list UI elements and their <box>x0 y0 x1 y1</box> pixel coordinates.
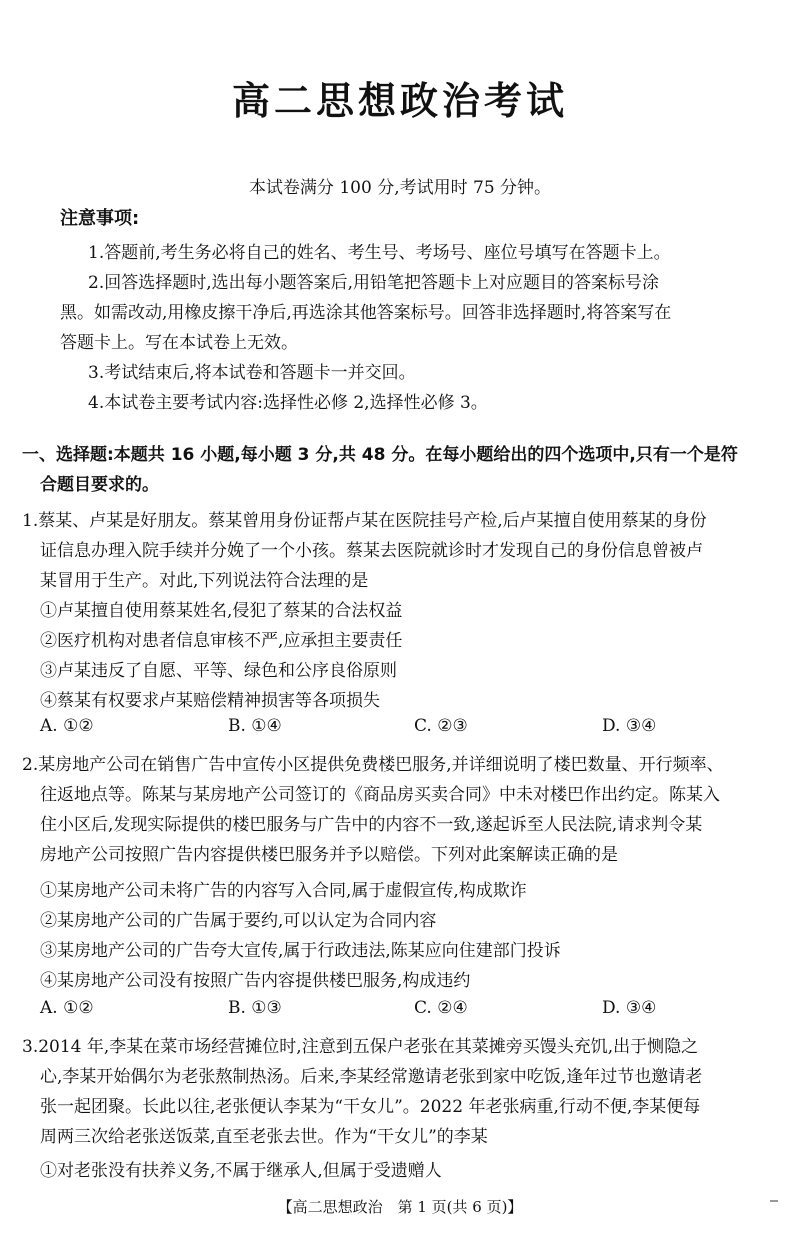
q2-item: ④某房地产公司没有按照广告内容提供楼巴服务,构成违约 <box>40 971 471 991</box>
q2-option-b: B. ①③ <box>228 998 282 1018</box>
q2-option-a: A. ①② <box>40 998 94 1018</box>
notice-line: 答题卡上。写在本试卷上无效。 <box>60 333 298 353</box>
q1-option-a: A. ①② <box>40 716 94 736</box>
q1-item: ③卢某违反了自愿、平等、绿色和公序良俗原则 <box>40 661 397 681</box>
q1-stem: 1.蔡某、卢某是好朋友。蔡某曾用身份证帮卢某在医院挂号产检,后卢某擅自使用蔡某的身份 <box>22 511 707 531</box>
q3-stem: 张一起团聚。长此以往,老张便认李某为“干女儿”。2022 年老张病重,行动不便,李某便每 <box>40 1097 701 1117</box>
q2-stem: 住小区后,发现实际提供的楼巴服务与广告中的内容不一致,遂起诉至人民法院,请求判令某 <box>40 815 703 835</box>
q2-item: ②某房地产公司的广告属于要约,可以认定为合同内容 <box>40 911 437 931</box>
q2-stem: 2.某房地产公司在销售广告中宣传小区提供免费楼巴服务,并详细说明了楼巴数量、开行频率、 <box>22 755 724 775</box>
q1-option-c: C. ②③ <box>414 716 468 736</box>
q3-stem: 3.2014 年,李某在菜市场经营摊位时,注意到五保户老张在其菜摊旁买馒头充饥,出于恻隐之 <box>22 1037 699 1057</box>
notice-line: 1.答题前,考生务必将自己的姓名、考生号、考场号、座位号填写在答题卡上。 <box>88 243 671 263</box>
q3-stem: 周两三次给老张送饭菜,直至老张去世。作为“干女儿”的李某 <box>40 1127 488 1147</box>
notice-line: 2.回答选择题时,选出每小题答案后,用铅笔把答题卡上对应题目的答案标号涂 <box>88 273 660 293</box>
q1-item: ①卢某擅自使用蔡某姓名,侵犯了蔡某的合法权益 <box>40 601 403 621</box>
notice-line: 4.本试卷主要考试内容:选择性必修 2,选择性必修 3。 <box>88 393 488 413</box>
q3-stem: 心,李某开始偶尔为老张熬制热汤。后来,李某经常邀请老张到家中吃饭,逢年过节也邀请老 <box>40 1067 703 1087</box>
section-heading: 一、选择题:本题共 16 小题,每小题 3 分,共 48 分。在每小题给出的四个选项中,只有一个是符 <box>22 445 738 465</box>
page-footer: 【高二思想政治 第 1 页(共 6 页)】 <box>277 1198 523 1216</box>
q1-item: ④蔡某有权要求卢某赔偿精神损害等各项损失 <box>40 691 380 711</box>
q2-stem: 往返地点等。陈某与某房地产公司签订的《商品房买卖合同》中未对楼巴作出约定。陈某入 <box>40 785 720 805</box>
q1-option-d: D. ③④ <box>602 716 657 736</box>
corner-mark <box>770 1200 778 1202</box>
q2-option-d: D. ③④ <box>602 998 657 1018</box>
q2-item: ③某房地产公司的广告夸大宣传,属于行政违法,陈某应向住建部门投诉 <box>40 941 561 961</box>
notice-line: 3.考试结束后,将本试卷和答题卡一并交回。 <box>88 363 416 383</box>
section-heading-cont: 合题目要求的。 <box>40 475 159 495</box>
exam-title: 高二思想政治考试 <box>231 79 568 123</box>
notice-heading: 注意事项: <box>60 208 140 229</box>
q2-stem: 房地产公司按照广告内容提供楼巴服务并予以赔偿。下列对此案解读正确的是 <box>40 845 618 865</box>
q1-option-b: B. ①④ <box>228 716 282 736</box>
exam-subtitle: 本试卷满分 100 分,考试用时 75 分钟。 <box>248 178 552 198</box>
q3-item: ①对老张没有扶养义务,不属于继承人,但属于受遗赠人 <box>40 1161 442 1181</box>
q1-stem: 证信息办理入院手续并分娩了一个小孩。蔡某去医院就诊时才发现自己的身份信息曾被卢 <box>40 541 703 561</box>
notice-line: 黑。如需改动,用橡皮擦干净后,再选涂其他答案标号。回答非选择题时,将答案写在 <box>60 303 672 323</box>
q2-item: ①某房地产公司未将广告的内容写入合同,属于虚假宣传,构成欺诈 <box>40 881 527 901</box>
q1-item: ②医疗机构对患者信息审核不严,应承担主要责任 <box>40 631 403 651</box>
q1-stem: 某冒用于生产。对此,下列说法符合法理的是 <box>40 571 369 591</box>
q2-option-c: C. ②④ <box>414 998 468 1018</box>
